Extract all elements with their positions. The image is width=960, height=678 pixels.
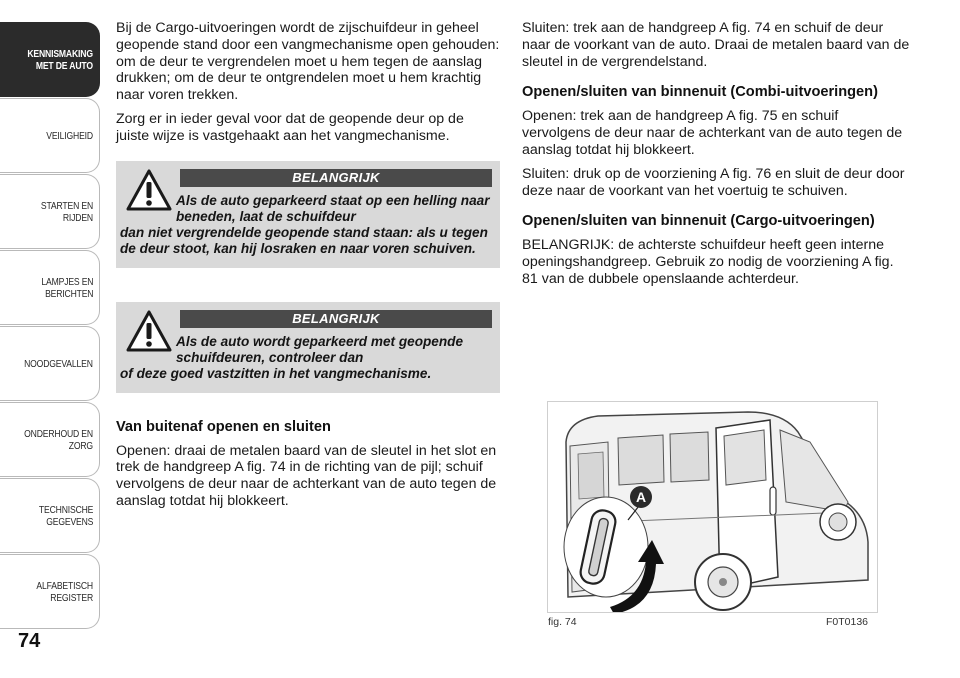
- paragraph: Sluiten: trek aan de handgreep A fig. 74 en schuif de deur naar de voorkant van de auto. Draai de metalen baard van de sleutel in de vergrendelstand.: [522, 20, 910, 70]
- warning-lead: Als de auto geparkeerd staat op een helling naar beneden, laat de schuifdeur: [176, 192, 490, 224]
- tab-label: LAMPJES EN BERICHTEN: [41, 275, 93, 300]
- callout-label: A: [635, 489, 647, 505]
- warning-title: BELANGRIJK: [292, 311, 380, 327]
- van-illustration: [548, 402, 878, 613]
- page-number: 74: [18, 630, 41, 652]
- warning-triangle-icon: [126, 169, 172, 211]
- right-column: [522, 20, 910, 295]
- tab-kennismaking[interactable]: [0, 22, 100, 97]
- figure-code: F0T0136: [826, 616, 869, 628]
- tab-label: STARTEN EN RIJDEN: [40, 199, 93, 224]
- warning-triangle-icon: [126, 310, 172, 352]
- section-heading: Openen/sluiten van binnenuit (Combi-uitvoeringen): [522, 84, 878, 101]
- tab-label: ALFABETISCH REGISTER: [36, 579, 93, 604]
- left-column: [116, 20, 500, 517]
- paragraph: BELANGRIJK: de achterste schuifdeur heeft geen interne openingshandgreep. Gebruik zo nodig de voorziening A fig. 81 van de dubbele openslaande achterdeur.: [522, 237, 894, 287]
- tab-veiligheid[interactable]: [0, 98, 100, 173]
- section-heading: Openen/sluiten van binnenuit (Cargo-uitvoeringen): [522, 213, 875, 230]
- callout-marker: [630, 486, 652, 508]
- warning-box: [116, 161, 500, 268]
- figure-caption: fig. 74: [548, 616, 577, 628]
- paragraph: Sluiten: druk op de voorziening A fig. 76 en sluit de deur door deze naar de voorkant van het voertuig te schuiven.: [522, 165, 905, 199]
- section-heading: Van buitenaf openen en sluiten: [116, 418, 331, 435]
- tab-label: VEILIGHEID: [46, 129, 93, 142]
- warning-header: [180, 169, 492, 187]
- tab-alfabetisch-register[interactable]: [0, 554, 100, 629]
- paragraph: Bij de Cargo-uitvoeringen wordt de zijschuifdeur in geheel geopende stand door een vangmechanisme open gehouden: om de deur te vergrendelen moet u hem tegen de aanslag drukken; om de deur te ontgrendelen moet u hem krachtig naar voren trekken.: [116, 20, 500, 104]
- paragraph: Openen: draai de metalen baard van de sleutel in het slot en trek de handgreep A fig. 74 in de richting van de pijl; schuif vervolgens de deur naar de achterkant van de auto tegen de aanslag totdat hij blokkeert.: [116, 442, 497, 510]
- warning-rest: of deze goed vastzitten in het vangmechanisme.: [120, 366, 432, 382]
- warning-rest: dan niet vergrendelde geopende stand staan: als u tegen de deur stoot, kan hij losraken en naar voren schuiven.: [120, 225, 488, 257]
- tab-onderhoud-en-zorg[interactable]: [0, 402, 100, 477]
- tab-lampjes-en-berichten[interactable]: [0, 250, 100, 325]
- tab-label: TECHNISCHE GEGEVENS: [38, 503, 93, 528]
- warning-lead: Als de auto wordt geparkeerd met geopende schuifdeuren, controleer dan: [176, 333, 464, 366]
- warning-box: [116, 302, 500, 393]
- paragraph: Openen: trek aan de handgreep A fig. 75 en schuif vervolgens de deur naar de achterkant van de auto tegen de aanslag totdat hij blokkeert.: [522, 108, 903, 158]
- chapter-tabs: [0, 22, 100, 630]
- tab-noodgevallen[interactable]: [0, 326, 100, 401]
- figure-van-sliding-door: [547, 401, 878, 613]
- tab-label: ONDERHOUD EN ZORG: [24, 427, 93, 452]
- tab-technische-gegevens[interactable]: [0, 478, 100, 553]
- tab-label: KENNISMAKING MET DE AUTO: [27, 47, 93, 72]
- paragraph: Zorg er in ieder geval voor dat de geopende deur op de juiste wijze is vastgehaakt aan het vangmechanisme.: [116, 110, 464, 144]
- warning-header: [180, 310, 492, 328]
- warning-text: [120, 334, 492, 383]
- tab-starten-en-rijden[interactable]: [0, 174, 100, 249]
- warning-text: [120, 193, 492, 258]
- tab-label: NOODGEVALLEN: [24, 357, 93, 370]
- warning-title: BELANGRIJK: [292, 170, 380, 186]
